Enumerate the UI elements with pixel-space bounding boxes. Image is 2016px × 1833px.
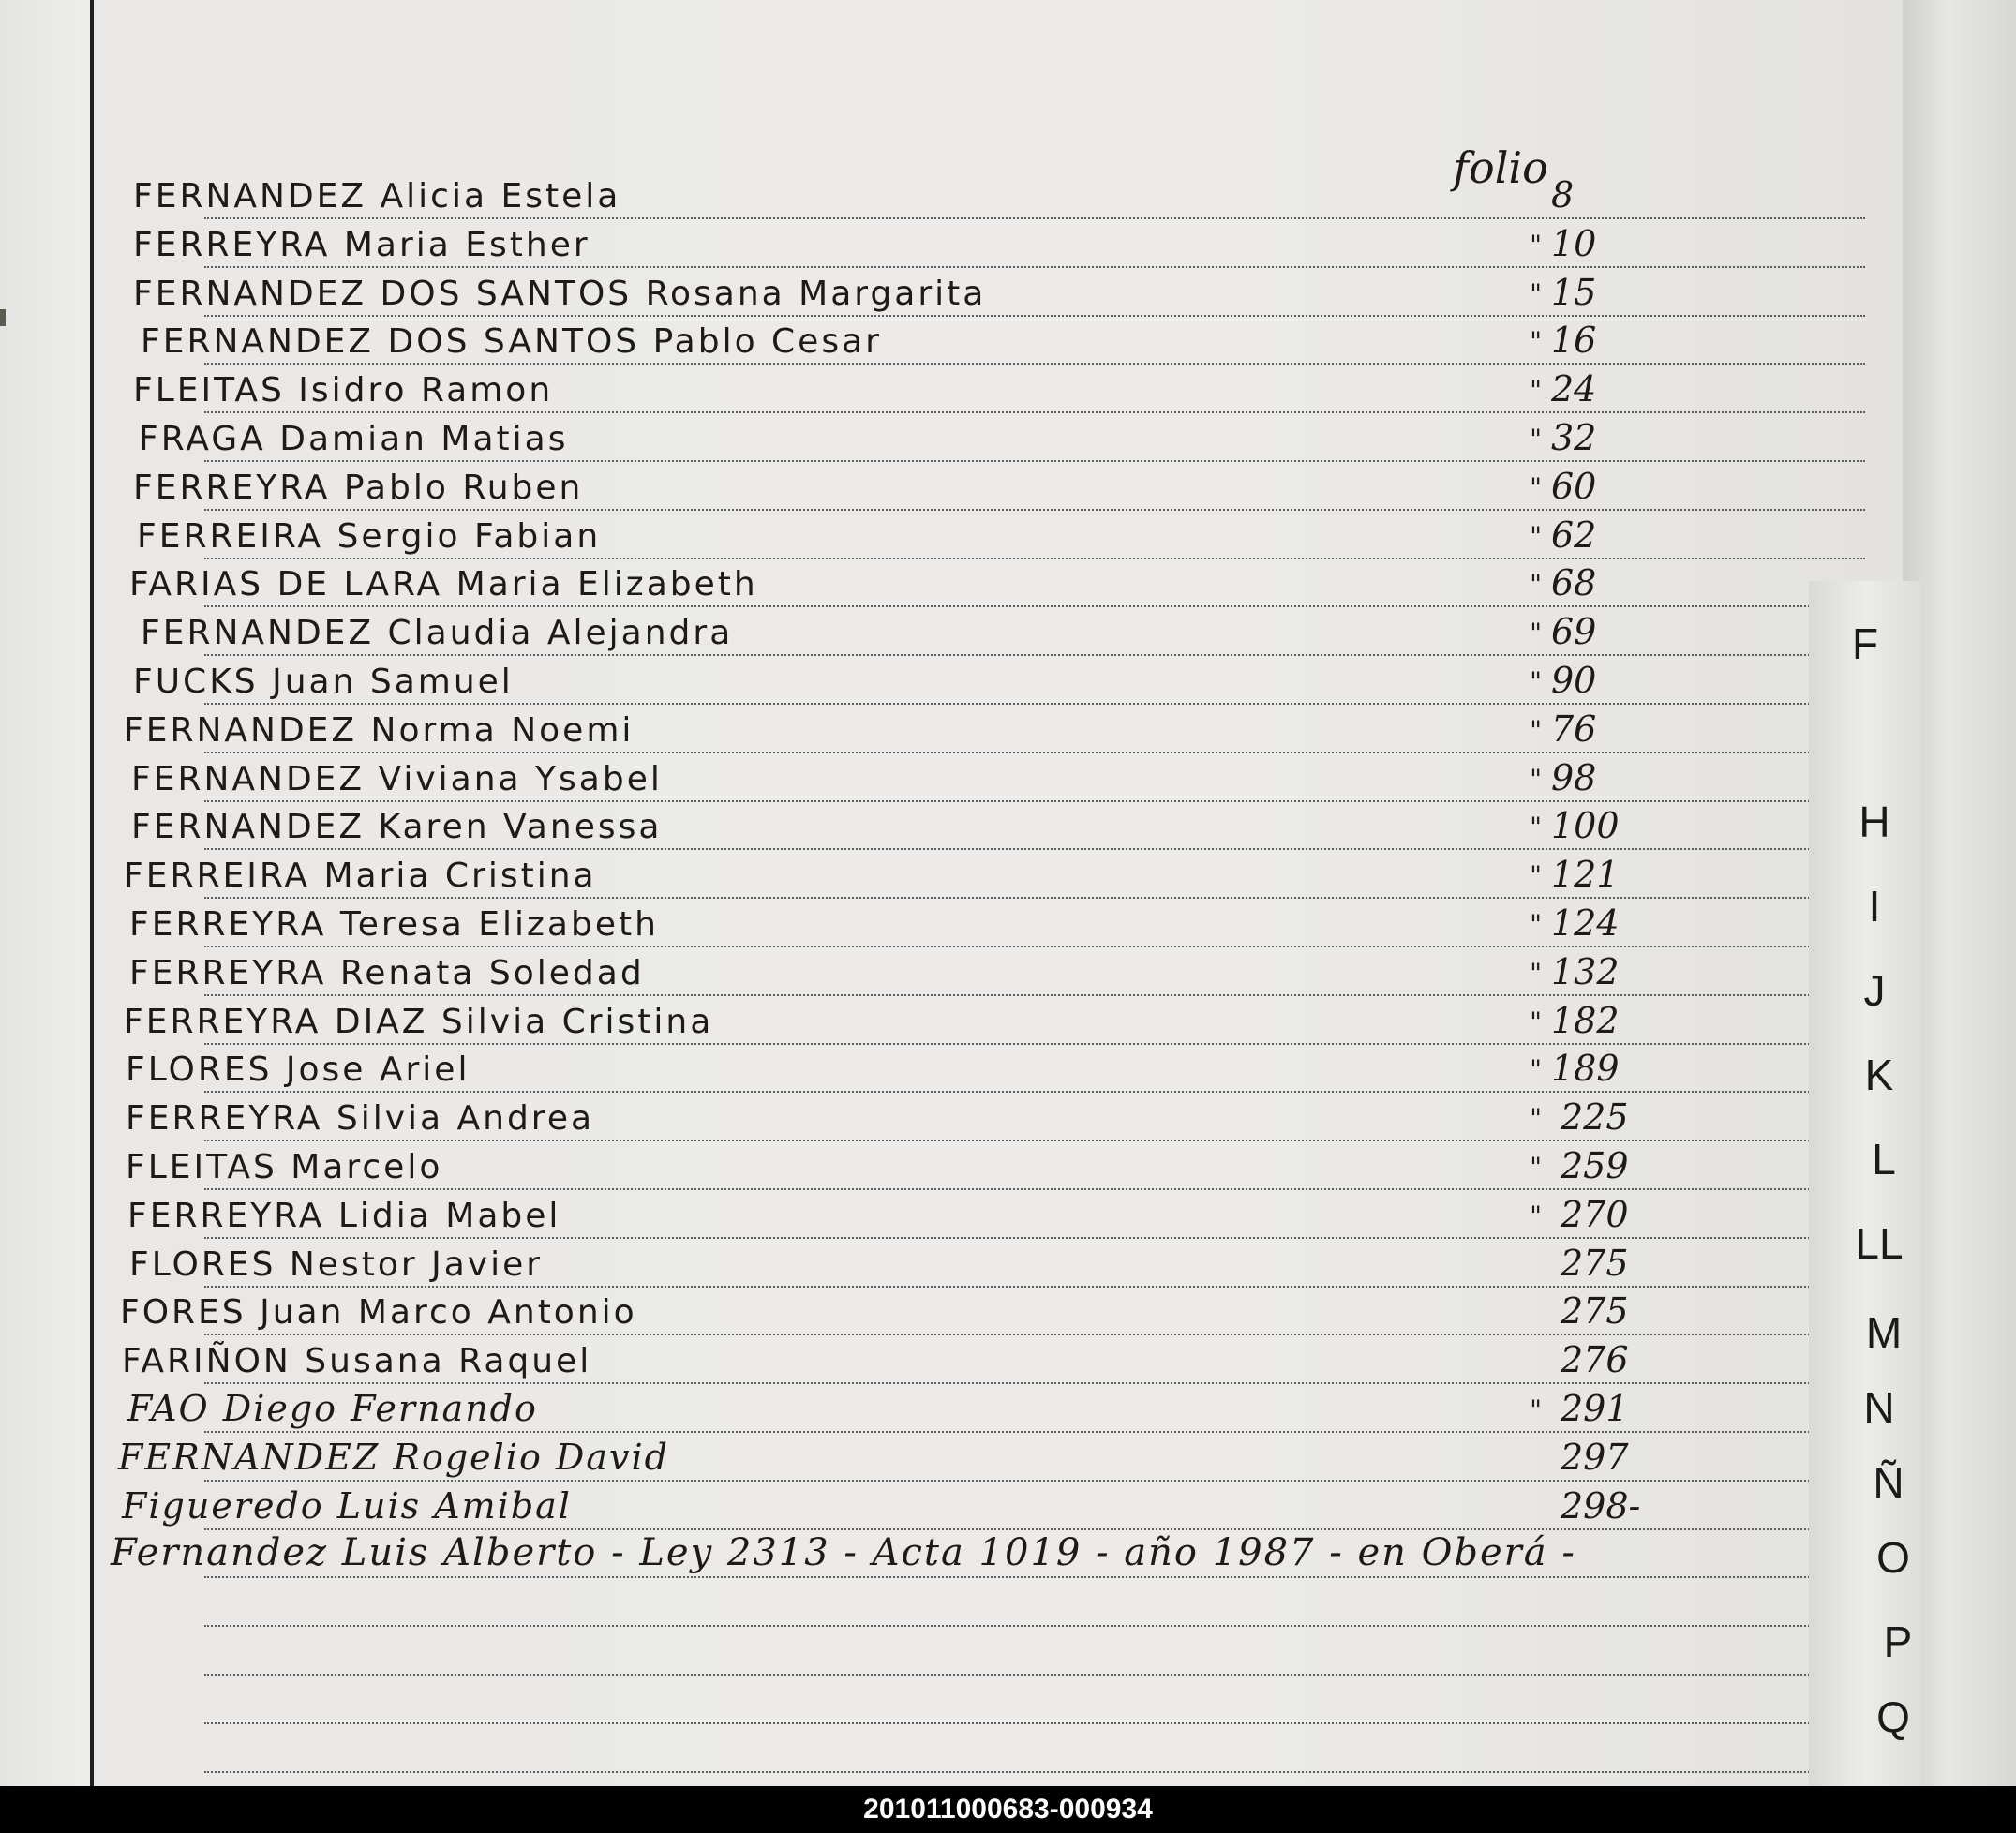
ledger-entry <box>94 850 1874 897</box>
ruled-line <box>204 460 1865 462</box>
ruled-line <box>204 1237 1865 1239</box>
ditto-mark: " <box>1530 666 1542 697</box>
ditto-mark: " <box>1530 375 1542 407</box>
ledger-entry <box>94 559 1874 605</box>
index-tab[interactable]: L <box>1872 1135 1896 1184</box>
ditto-mark: " <box>1530 1006 1542 1037</box>
ruled-line <box>204 363 1865 365</box>
index-tab[interactable]: I <box>1868 882 1881 931</box>
folio-number: 60 <box>1551 465 1597 507</box>
index-tab[interactable]: LL <box>1855 1219 1904 1268</box>
entry-name: FERREIRA Maria Cristina <box>124 857 597 896</box>
entry-name: FARIÑON Susana Raquel <box>122 1342 592 1381</box>
folio-number: 275 <box>1561 1290 1629 1333</box>
ledger-entry <box>94 462 1874 509</box>
ledger-entry <box>94 899 1874 946</box>
ruled-line <box>204 703 1865 705</box>
ledger-entry <box>94 1093 1874 1140</box>
left-edge-mark <box>0 309 6 326</box>
ditto-mark: " <box>1530 424 1542 455</box>
ledger-entry <box>94 607 1874 654</box>
footer-bar <box>0 1786 2016 1833</box>
entry-name: FLORES Nestor Javier <box>129 1244 544 1284</box>
entry-name: FERNANDEZ Viviana Ysabel <box>131 759 663 798</box>
entry-name: FLEITAS Isidro Ramon <box>133 371 554 410</box>
entry-name: FERREYRA Silvia Andrea <box>126 1099 595 1139</box>
ruled-line <box>204 1722 1865 1724</box>
ditto-mark: " <box>1530 618 1542 649</box>
ruled-line <box>204 1576 1865 1578</box>
folio-number: 98 <box>1551 756 1597 798</box>
index-tab[interactable]: P <box>1883 1617 1913 1666</box>
ditto-mark: " <box>1530 520 1542 552</box>
ruled-line <box>204 1140 1865 1141</box>
ruled-line <box>204 558 1865 559</box>
ruled-line <box>204 1625 1865 1627</box>
ledger-entry <box>94 413 1874 460</box>
ledger-entry <box>94 316 1874 363</box>
ditto-mark: " <box>1530 763 1542 795</box>
folio-number: 225 <box>1561 1096 1629 1139</box>
entry-name: FERNANDEZ Rogelio David <box>118 1436 669 1478</box>
ruled-line <box>204 217 1865 219</box>
folio-number: 298- <box>1561 1484 1641 1527</box>
index-tab[interactable]: F <box>1851 619 1879 668</box>
ruled-line <box>204 1528 1865 1530</box>
ditto-mark: " <box>1530 569 1542 601</box>
folio-number: 68 <box>1551 562 1597 604</box>
folio-number: 69 <box>1551 611 1597 653</box>
ruled-line <box>204 800 1865 802</box>
entry-name: FERNANDEZ Karen Vanessa <box>131 808 663 847</box>
ditto-mark: " <box>1530 1054 1542 1086</box>
ledger-entry <box>94 511 1874 558</box>
ditto-mark: " <box>1530 1103 1542 1135</box>
ledger-entry <box>94 1141 1874 1188</box>
ruled-line <box>204 411 1865 413</box>
ruled-line <box>204 509 1865 511</box>
entry-name: FERREYRA Teresa Elizabeth <box>129 905 659 944</box>
ruled-line <box>204 1043 1865 1045</box>
alphabet-index-tabs <box>1809 581 1921 1786</box>
folio-number: 291 <box>1561 1388 1629 1429</box>
folio-number: 270 <box>1561 1193 1629 1235</box>
folio-number: 132 <box>1551 950 1620 992</box>
folio-number: 76 <box>1551 708 1597 750</box>
entry-name: FERREYRA Pablo Ruben <box>133 468 584 507</box>
entry-name: FERNANDEZ DOS SANTOS Rosana Margarita <box>133 274 987 313</box>
folio-label: folio <box>1453 142 1548 193</box>
ruled-line <box>204 1674 1865 1676</box>
folio-number: 297 <box>1561 1436 1629 1478</box>
ditto-mark: " <box>1530 957 1542 989</box>
folio-number: 15 <box>1551 271 1597 313</box>
ledger-entry <box>94 1384 1874 1431</box>
ruled-line <box>204 848 1865 850</box>
folio-number: 62 <box>1551 514 1597 556</box>
index-tab[interactable]: Q <box>1876 1692 1910 1741</box>
ruled-line <box>204 897 1865 899</box>
ruled-line <box>204 1091 1865 1093</box>
ditto-mark: " <box>1530 326 1542 358</box>
ledger-entry <box>94 705 1874 752</box>
ditto-mark: " <box>1530 714 1542 746</box>
folio-number: 24 <box>1551 368 1597 410</box>
ditto-mark: " <box>1530 471 1542 503</box>
ditto-mark: " <box>1530 860 1542 892</box>
ruled-line <box>204 315 1865 317</box>
ledger-entry <box>94 1433 1874 1480</box>
ruled-line <box>204 266 1865 268</box>
entry-name: FERNANDEZ Claudia Alejandra <box>141 614 734 653</box>
index-tab[interactable]: Ñ <box>1873 1458 1904 1507</box>
ledger-entry <box>94 1287 1874 1334</box>
ledger-entry <box>94 268 1874 315</box>
final-note: Fernandez Luis Alberto - Ley 2313 - Acta 1019 - año 1987 - en Oberá - <box>111 1531 1576 1575</box>
ledger-entry <box>94 1482 1874 1528</box>
entry-name: Figueredo Luis Amibal <box>122 1484 572 1527</box>
folio-number: 32 <box>1551 417 1597 458</box>
folio-number: 100 <box>1551 805 1620 847</box>
ledger-entry <box>94 753 1874 800</box>
ditto-mark: " <box>1530 812 1542 843</box>
ditto-mark: " <box>1530 1152 1542 1183</box>
folio-number: 90 <box>1551 660 1597 701</box>
entry-name: FERNANDEZ Alicia Estela <box>133 177 621 216</box>
entry-name: FUCKS Juan Samuel <box>133 663 514 701</box>
ditto-mark: " <box>1530 1394 1542 1425</box>
index-tab[interactable]: K <box>1864 1051 1894 1099</box>
ruled-line <box>204 1431 1865 1433</box>
index-tab[interactable]: M <box>1865 1308 1903 1357</box>
ledger-entry <box>94 801 1874 848</box>
ruled-line <box>204 752 1865 753</box>
folio-number: 259 <box>1561 1145 1629 1186</box>
entry-name: FERREYRA Renata Soledad <box>129 953 645 992</box>
ledger-entry <box>94 171 1874 217</box>
entry-name: FLEITAS Marcelo <box>126 1148 443 1186</box>
ledger-entry <box>94 365 1874 411</box>
folio-number: 16 <box>1551 320 1597 362</box>
ruled-line <box>204 654 1865 656</box>
ruled-line <box>204 1382 1865 1384</box>
ruled-line <box>204 1188 1865 1190</box>
entry-name: FRAGA Damian Matias <box>139 420 569 458</box>
index-tab[interactable]: J <box>1863 966 1886 1015</box>
ditto-mark: " <box>1530 277 1542 309</box>
entry-name: FERNANDEZ DOS SANTOS Pablo Cesar <box>141 322 882 362</box>
entry-name: FERREYRA DIAZ Silvia Cristina <box>124 1002 714 1041</box>
ruled-line <box>204 605 1865 607</box>
entry-name: FARIAS DE LARA Maria Elizabeth <box>129 565 758 604</box>
ledger-entry <box>94 219 1874 266</box>
folio-number: 124 <box>1551 902 1620 944</box>
folio-number: 189 <box>1551 1048 1620 1090</box>
ledger-entry <box>94 996 1874 1043</box>
ledger-entry <box>94 1044 1874 1091</box>
entry-name: FERNANDEZ Norma Noemi <box>124 710 635 750</box>
ledger-entry <box>94 656 1874 703</box>
ledger-entry <box>94 1239 1874 1286</box>
ruled-line <box>204 1334 1865 1335</box>
entry-name: FERREYRA Maria Esther <box>133 225 590 264</box>
index-tab[interactable]: N <box>1863 1383 1895 1432</box>
ledger-page <box>94 0 1903 1786</box>
image-id-label: 201011000683-000934 <box>863 1794 1153 1825</box>
ruled-line <box>204 994 1865 996</box>
ruled-line <box>204 1286 1865 1288</box>
entry-name: FERREIRA Sergio Fabian <box>137 516 602 556</box>
ditto-mark: " <box>1530 229 1542 261</box>
ruled-line <box>204 946 1865 947</box>
folio-number: 182 <box>1551 999 1620 1041</box>
entry-name: FERREYRA Lidia Mabel <box>127 1196 561 1235</box>
ditto-mark: " <box>1530 909 1542 940</box>
folio-number: 8 <box>1551 174 1575 216</box>
ledger-entry <box>94 947 1874 994</box>
entry-name: FLORES Jose Ariel <box>126 1051 470 1090</box>
ledger-entry <box>94 1190 1874 1237</box>
folio-number: 10 <box>1551 222 1597 264</box>
index-tab[interactable]: H <box>1859 797 1890 846</box>
folio-number: 121 <box>1551 854 1620 896</box>
folio-number: 276 <box>1561 1339 1629 1381</box>
entry-name: FAO Diego Fernando <box>127 1388 538 1429</box>
ledger-entry <box>94 1335 1874 1382</box>
ditto-mark: " <box>1530 1200 1542 1231</box>
index-tab[interactable]: O <box>1876 1533 1910 1582</box>
ruled-line <box>204 1480 1865 1482</box>
entry-name: FORES Juan Marco Antonio <box>120 1293 637 1333</box>
left-page-margin <box>0 0 90 1786</box>
folio-number: 275 <box>1561 1242 1629 1284</box>
ruled-line <box>204 1771 1865 1773</box>
